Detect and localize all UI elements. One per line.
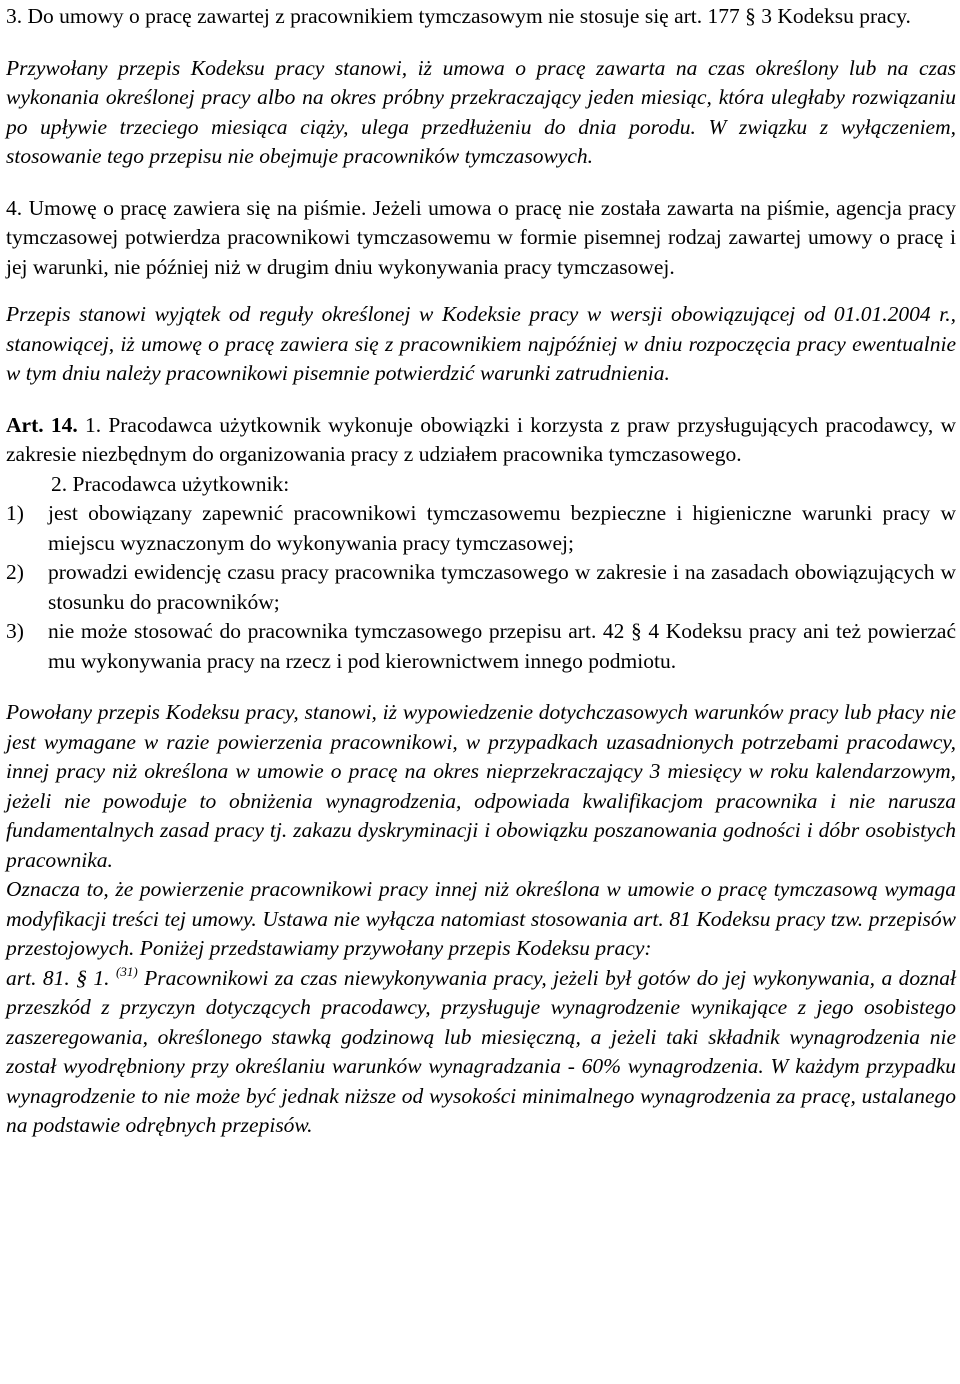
commentary-art-177: Przywołany przepis Kodeksu pracy stanowi, iż umowa o pracę zawarta na czas określony lub na czas wykonania określonej pracy albo na okres próbny przekraczający jeden miesiąc, która uległaby rozwiązaniu po upływie trzeciego miesiąca ciąży, ulega przedłużeniu do dnia porodu. W związku z wyłączeniem, stosowanie tego przepisu nie obejmuje pracowników tymczasowych. (6, 55, 956, 168)
quoted-article-81: art. 81. § 1. $^{(31)}$ Pracownikowi za czas niewykonywania pracy, jeżeli był gotów do jej wykonywania, a doznał przeszkód z przyczyn dotyczących pracodawcy, przysługuje wynagrodzenie wynikające z jego osobistego zaszeregowania, określonego stawką godzinową lub miesięczną, a jeżeli taki składnik wynagrodzenia nie został wyodrębniony przy określaniu warunków wynagradzania - 60% wynagrodzenia. W każdym przypadku wynagrodzenie to nie może być jednak niższe od wysokości minimalnego wynagrodzenia za pracę, ustalanego na podstawie odrębnych przepisów. (6, 963, 956, 1137)
list-item: 2) prowadzi ewidencję czasu pracy pracownika tymczasowego w zakresie i na zasadach obowiązujących w stosunku do pracowników; (6, 560, 956, 614)
list-item: 1) jest obowiązany zapewnić pracownikowi tymczasowemu bezpieczne i higieniczne warunki pracy w miejscu wyznaczonym do wykonywania pracy tymczasowej; (6, 501, 956, 555)
document-page (6, 0, 956, 1141)
list-item: 3) nie może stosować do pracownika tymczasowego przepisu art. 42 § 4 Kodeksu pracy ani też powierzać mu wykonywania pracy na rzecz i pod kierownictwem innego podmiotu. (6, 619, 956, 673)
article-14-paragraph-1: Art. 14. 1. Pracodawca użytkownik wykonuje obowiązki i korzysta z praw przysługujących pracodawcy, w zakresie niezbędnym do organizowania pracy z udziałem pracownika tymczasowego. (6, 412, 956, 466)
commentary-written-form: Przepis stanowi wyjątek od reguły określonej w Kodeksie pracy w wersji obowiązującej od 01.01.2004 r., stanowiącej, iż umowę o pracę zawiera się z pracownikiem najpóźniej w dniu rozpoczęcia pracy ewentualnie w tym dniu należy pracownikowi pisemnie potwierdzić warunki zatrudnienia. (6, 302, 956, 385)
paragraph-3: 3. Do umowy o pracę zawartej z pracownikiem tymczasowym nie stosuje się art. 177 § 3 Kodeksu pracy. (6, 4, 911, 28)
commentary-art-42: Powołany przepis Kodeksu pracy, stanowi, iż wypowiedzenie dotychczasowych warunków pracy lub płacy nie jest wymagane w razie powierzenia pracownikowi, w przypadkach uzasadnionych potrzebami pracodawcy, innej pracy niż określona w umowie o pracę na okres nieprzekraczający 3 miesięcy w roku kalendarzowym, jeżeli nie powoduje to obniżenia wynagrodzenia, odpowiada kwalifikacjom pracownika i nie narusza fundamentalnych zasad pracy tj. zakazu dyskryminacji i obowiązku poszanowania godności i dóbr osobistych pracownika. (6, 700, 956, 872)
commentary-art-81-intro: Oznacza to, że powierzenie pracownikowi pracy innej niż określona w umowie o pracę tymczasową wymaga modyfikacji treści tej umowy. Ustawa nie wyłącza natomiast stosowania art. 81 Kodeksu pracy tzw. przepisów przestojowych. Poniżej przedstawiamy przywołany przepis Kodeksu pracy: (6, 877, 956, 960)
article-14-label: Art. 14. (6, 412, 78, 437)
paragraph-4: 4. Umowę o pracę zawiera się na piśmie. Jeżeli umowa o pracę nie została zawarta na piśmie, agencja pracy tymczasowej potwierdza pracownikowi tymczasowemu w formie pisemnej rodzaj zawartej umowy o pracę i jej warunki, nie później niż w drugim dniu wykonywania pracy tymczasowej. (6, 195, 956, 279)
article-14-paragraph-2: 2. Pracodawca użytkownik: (51, 471, 290, 496)
